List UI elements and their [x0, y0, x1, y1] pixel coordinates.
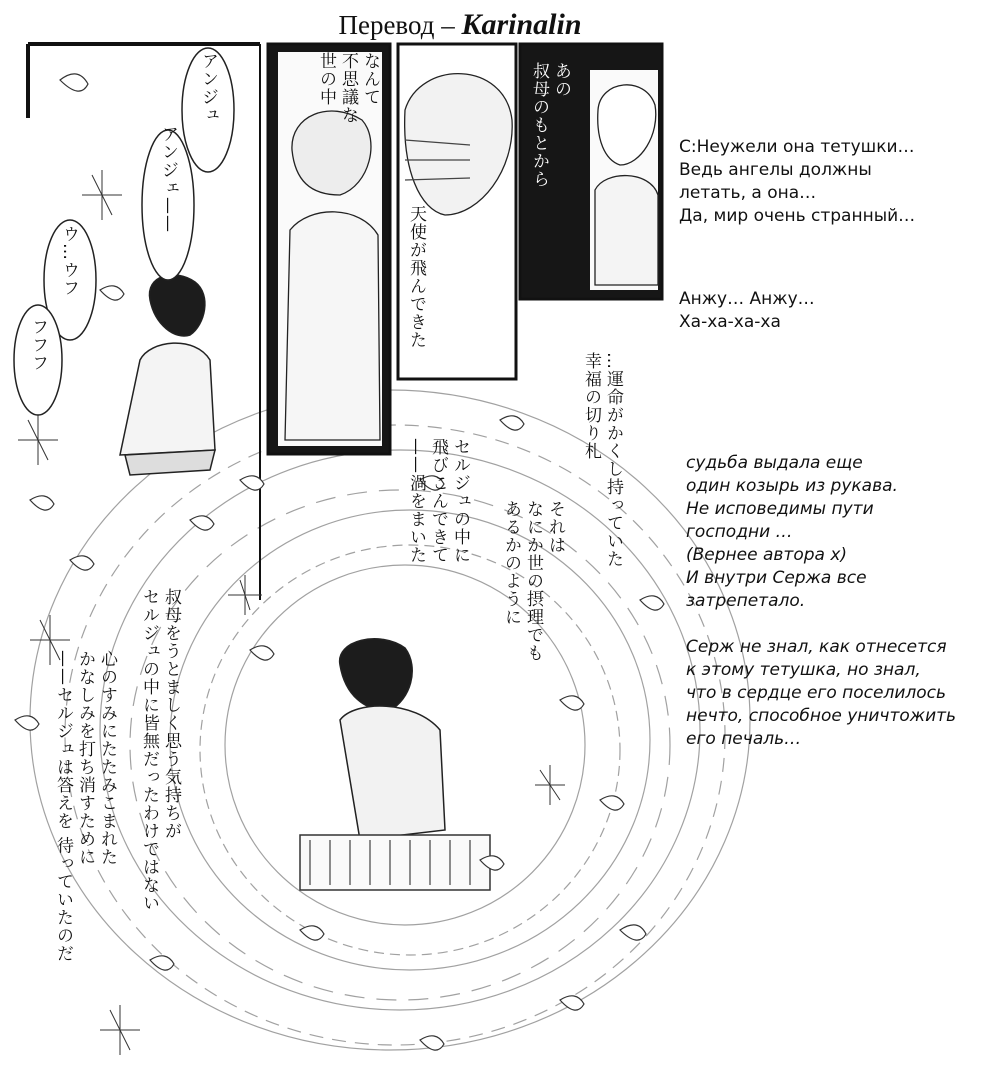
ja-mystery: なんて 不思議な 世の中 [316, 52, 380, 124]
ja-order: それは なにか世の摂理でも あるかのように [501, 500, 565, 662]
angelique-figure-panel [595, 85, 658, 285]
translator-credit [0, 8, 920, 42]
angel-figure-panel [285, 111, 380, 440]
serge-sitting-figure [120, 275, 215, 475]
ru-translation-3: судьба выдала еще один козырь из рукава. Не исповедимы пути господни … (Вернее автора х) И внутри Сержа все затрепетало. [686, 453, 898, 611]
ja-serge-inside: セルジュの中に 飛びこんできて ——渦をまいた [406, 438, 470, 564]
credit-author: Karinalin [461, 8, 582, 41]
ja-laugh-2: フフフ [28, 318, 48, 372]
ja-laugh-1: ウ…ウフ [59, 225, 79, 297]
ja-fate: …運命がかくし持っていた 幸福の切り札 [581, 352, 623, 568]
ja-aunt-from: あの 叔母のもとから [529, 62, 571, 188]
ru-translation-4: Серж не знал, как отнесется к этому тетушка, но знал, что в сердце его поселилось нечто, способное уничтожить его печаль… [686, 637, 957, 749]
ja-anju-2: アンジェ—— [158, 125, 178, 233]
ja-angel: 天使が飛んできた [406, 205, 426, 349]
ja-sadness: 心のすみにたたみこまれた かなしみを打ち消すために ——セルジュは答えを 待っていたのだ [53, 650, 117, 963]
ja-anju-1: アンジュ [198, 52, 218, 124]
ru-translation-1: С:Неужели она тетушки… Ведь ангелы должны летать, а она… Да, мир очень странный… [679, 137, 916, 226]
serge-kneeling-figure [300, 639, 490, 890]
credit-label: Перевод – [338, 10, 455, 40]
ru-translation-2: Анжу… Анжу… Ха-ха-ха-ха [679, 289, 815, 332]
ja-feelings: 叔母をうとましく思う気持ちが セルジュの中に皆無だったわけではない [139, 588, 181, 912]
